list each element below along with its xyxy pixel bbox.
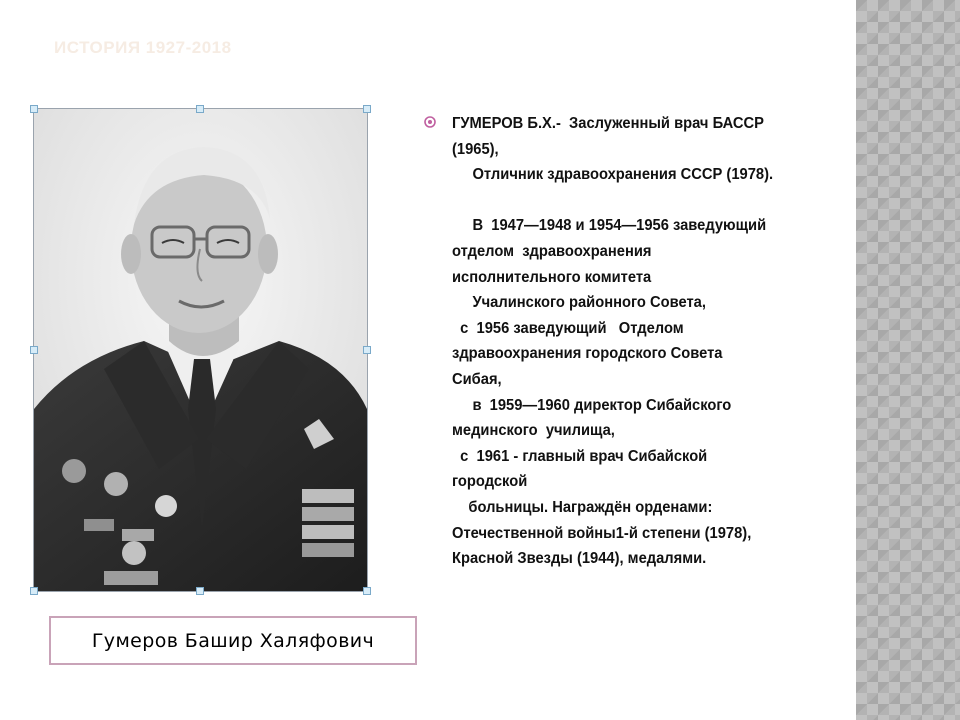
portrait-photo[interactable] bbox=[33, 108, 368, 592]
bio-line: исполнительного комитета bbox=[452, 268, 652, 286]
bio-line: Красной Звезды (1944), медалями. bbox=[452, 550, 707, 568]
caption-box[interactable] bbox=[49, 616, 417, 665]
resize-handle-bottom-center[interactable] bbox=[196, 587, 204, 595]
bio-line: Отличник здравоохранения СССР (1978). bbox=[452, 166, 774, 184]
bio-line: В 1947—1948 и 1954—1956 заведующий bbox=[452, 217, 767, 235]
bio-line: Отечественной войны1-й степени (1978), bbox=[452, 524, 752, 542]
bio-line: мединского училища, bbox=[452, 422, 615, 440]
bio-line: Сибая, bbox=[452, 370, 502, 388]
resize-handle-bottom-left[interactable] bbox=[30, 587, 38, 595]
decorative-side-strip bbox=[856, 0, 960, 720]
slide-title: ИСТОРИЯ 1927-2018 bbox=[54, 38, 232, 57]
caption-name: Гумеров Башир Халяфович bbox=[91, 629, 375, 652]
bio-line: с 1961 - главный врач Сибайской bbox=[452, 447, 708, 465]
bio-blank-line bbox=[452, 188, 815, 214]
bio-line: ГУМЕРОВ Б.Х.- Заслуженный врач БАССР bbox=[452, 115, 764, 132]
bio-line: больницы. Награждён орденами: bbox=[452, 498, 713, 516]
bio-line: городской bbox=[452, 473, 528, 491]
bio-line: Учалинского районного Совета, bbox=[452, 294, 706, 312]
resize-handle-bottom-right[interactable] bbox=[363, 587, 371, 595]
target-bullet-icon bbox=[424, 116, 436, 128]
resize-handle-middle-right[interactable] bbox=[363, 346, 371, 354]
biography-text bbox=[452, 111, 815, 572]
resize-handle-top-left[interactable] bbox=[30, 105, 38, 113]
bio-line: (1965), bbox=[452, 140, 499, 158]
resize-handle-top-right[interactable] bbox=[363, 105, 371, 113]
bio-line: в 1959—1960 директор Сибайского bbox=[452, 396, 732, 414]
bio-line: с 1956 заведующий Отделом bbox=[452, 319, 684, 337]
resize-handle-top-center[interactable] bbox=[196, 105, 204, 113]
portrait-image bbox=[34, 109, 367, 591]
resize-handle-middle-left[interactable] bbox=[30, 346, 38, 354]
bio-line: отделом здравоохранения bbox=[452, 242, 652, 260]
bio-line: здравоохранения городского Совета bbox=[452, 345, 723, 363]
